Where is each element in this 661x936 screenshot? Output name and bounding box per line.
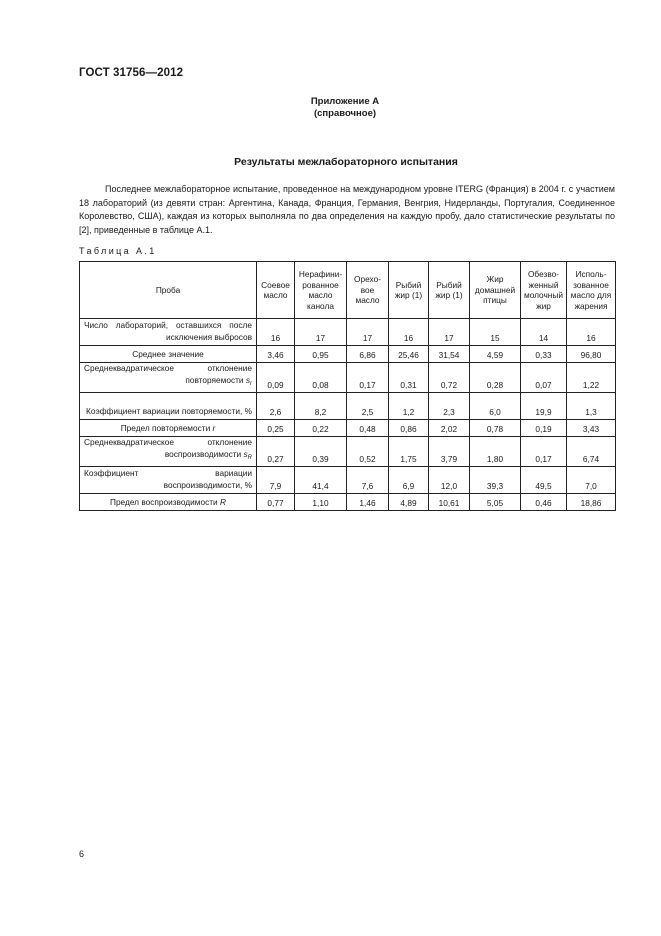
table-cell: 8,2 xyxy=(295,393,347,420)
table-cell: 96,80 xyxy=(567,346,616,363)
table-cell: 0,17 xyxy=(347,363,389,393)
standard-identifier: ГОСТ 31756—2012 xyxy=(79,67,184,79)
table-cell: 31,54 xyxy=(429,346,470,363)
table-cell: 6,86 xyxy=(347,346,389,363)
table-cell: 1,46 xyxy=(347,494,389,511)
table-cell: 3,43 xyxy=(567,420,616,437)
row-label-symbol: r xyxy=(212,422,216,433)
table-cell: 1,10 xyxy=(295,494,347,511)
col-header-fish-oil-2: Рыбий жир (1) xyxy=(429,262,470,319)
table-cell: 10,61 xyxy=(429,494,470,511)
table-cell: 0,22 xyxy=(295,420,347,437)
row-label-text: Среднеквадратическое отклонение воспроизводимости xyxy=(84,437,252,459)
col-header-poultry-fat: Жир домашней птицы xyxy=(470,262,521,319)
table-cell: 0,77 xyxy=(257,494,295,511)
page-number: 6 xyxy=(79,849,85,859)
table-cell: 19,9 xyxy=(521,393,567,420)
table-cell: 17 xyxy=(429,319,470,346)
table-cell: 15 xyxy=(470,319,521,346)
table-row xyxy=(80,437,616,467)
table-cell: 0,31 xyxy=(389,363,429,393)
row-label-text: Коэффициент вариации повторяемости, % xyxy=(86,405,252,416)
table-row xyxy=(80,363,616,393)
table-cell: 0,09 xyxy=(257,363,295,393)
table-cell: 2,02 xyxy=(429,420,470,437)
table-cell: 14 xyxy=(521,319,567,346)
col-header-crude-canola-oil: Нерафини-рованное масло канола xyxy=(295,262,347,319)
col-header-fish-oil-1: Рыбий жир (1) xyxy=(389,262,429,319)
table-cell: 12,0 xyxy=(429,467,470,494)
table-cell: 0,52 xyxy=(347,437,389,467)
table-cell: 1,75 xyxy=(389,437,429,467)
row-label xyxy=(80,319,257,346)
row-label xyxy=(80,420,257,437)
col-header-soybean-oil: Соевое масло xyxy=(257,262,295,319)
table-row xyxy=(80,393,616,420)
body-paragraph: Последнее межлабораторное испытание, проведенное на международном уровне ITERG (Франция) в 2004 г. с участием 18 лабораторий (из девяти стран: Аргентина, Канада, Франция, Германия, Венгрия, Нидерланды, Португалия, Соединенное Королевство, США), каждая из которых выполняла по два определения на каждую пробу, дало статистические результаты по [2], приведенные в таблице А.1. xyxy=(79,184,615,235)
section-heading: Результаты межлабораторного испытания xyxy=(234,156,458,168)
table-cell: 0,28 xyxy=(470,363,521,393)
table-cell: 1,80 xyxy=(470,437,521,467)
table-cell: 4,59 xyxy=(470,346,521,363)
table-cell: 16 xyxy=(257,319,295,346)
table-row xyxy=(80,420,616,437)
table-cell: 0,78 xyxy=(470,420,521,437)
table-cell: 0,46 xyxy=(521,494,567,511)
table-cell: 1,3 xyxy=(567,393,616,420)
row-label xyxy=(80,363,257,393)
table-cell: 25,46 xyxy=(389,346,429,363)
table-cell: 0,19 xyxy=(521,420,567,437)
row-label-subscript: r xyxy=(250,380,252,387)
row-label xyxy=(80,437,257,467)
table-cell: 5,05 xyxy=(470,494,521,511)
row-label xyxy=(80,346,257,363)
row-label-symbol: s xyxy=(245,374,250,385)
table-cell: 7,0 xyxy=(567,467,616,494)
col-header-anhydrous-milk-fat: Обезво-женный молочный жир xyxy=(521,262,567,319)
table-cell: 0,27 xyxy=(257,437,295,467)
table-cell: 6,74 xyxy=(567,437,616,467)
table-cell: 0,95 xyxy=(295,346,347,363)
table-cell: 0,07 xyxy=(521,363,567,393)
col-header-used-frying-oil: Исполь-зованное масло для жарения xyxy=(567,262,616,319)
table-cell: 39,3 xyxy=(470,467,521,494)
annex-title: Приложение А xyxy=(310,96,380,107)
table-cell: 1,22 xyxy=(567,363,616,393)
table-cell: 0,08 xyxy=(295,363,347,393)
table-cell: 0,39 xyxy=(295,437,347,467)
col-header-nut-oil: Орехо-вое масло xyxy=(347,262,389,319)
table-cell: 1,2 xyxy=(389,393,429,420)
table-cell: 2,3 xyxy=(429,393,470,420)
row-label-text: Предел воспроизводимости xyxy=(109,496,218,507)
row-label-text: Число лабораторий, оставшихся после исключения выбросов xyxy=(84,320,252,342)
table-cell: 7,9 xyxy=(257,467,295,494)
table-cell: 0,17 xyxy=(521,437,567,467)
table-cell: 7,6 xyxy=(347,467,389,494)
table-row xyxy=(80,467,616,494)
table-cell: 0,86 xyxy=(389,420,429,437)
table-cell: 17 xyxy=(295,319,347,346)
col-header-sample: Проба xyxy=(80,262,257,319)
table-row xyxy=(80,346,616,363)
row-label xyxy=(80,393,257,420)
row-label-symbol: s xyxy=(243,448,248,459)
table-cell: 4,89 xyxy=(389,494,429,511)
row-label-text: Среднее значение xyxy=(132,348,204,359)
table-caption: Таблица А.1 xyxy=(79,246,157,256)
table-cell: 2,5 xyxy=(347,393,389,420)
row-label-text: Предел повторяемости xyxy=(120,422,211,433)
row-label-subscript: R xyxy=(247,454,252,461)
table-header-row xyxy=(80,262,616,319)
row-label xyxy=(80,494,257,511)
table-row xyxy=(80,494,616,511)
table-cell: 2,6 xyxy=(257,393,295,420)
table-cell: 6,0 xyxy=(470,393,521,420)
results-table xyxy=(79,261,616,511)
table-cell: 3,79 xyxy=(429,437,470,467)
table-cell: 41,4 xyxy=(295,467,347,494)
table-cell: 0,48 xyxy=(347,420,389,437)
table-cell: 3,46 xyxy=(257,346,295,363)
table-cell: 6,9 xyxy=(389,467,429,494)
table-cell: 0,33 xyxy=(521,346,567,363)
table-cell: 16 xyxy=(567,319,616,346)
row-label-text: Коэффициент вариации воспроизводимости, % xyxy=(84,468,252,490)
row-label xyxy=(80,467,257,494)
row-label-text: Среднеквадратическое отклонение повторяемости xyxy=(84,363,252,385)
table-cell: 0,25 xyxy=(257,420,295,437)
table-row xyxy=(80,319,616,346)
annex-subtitle: (справочное) xyxy=(313,108,377,119)
table-cell: 16 xyxy=(389,319,429,346)
table-cell: 49,5 xyxy=(521,467,567,494)
row-label-symbol: R xyxy=(220,496,226,507)
table-cell: 0,72 xyxy=(429,363,470,393)
table-cell: 17 xyxy=(347,319,389,346)
table-cell: 18,86 xyxy=(567,494,616,511)
